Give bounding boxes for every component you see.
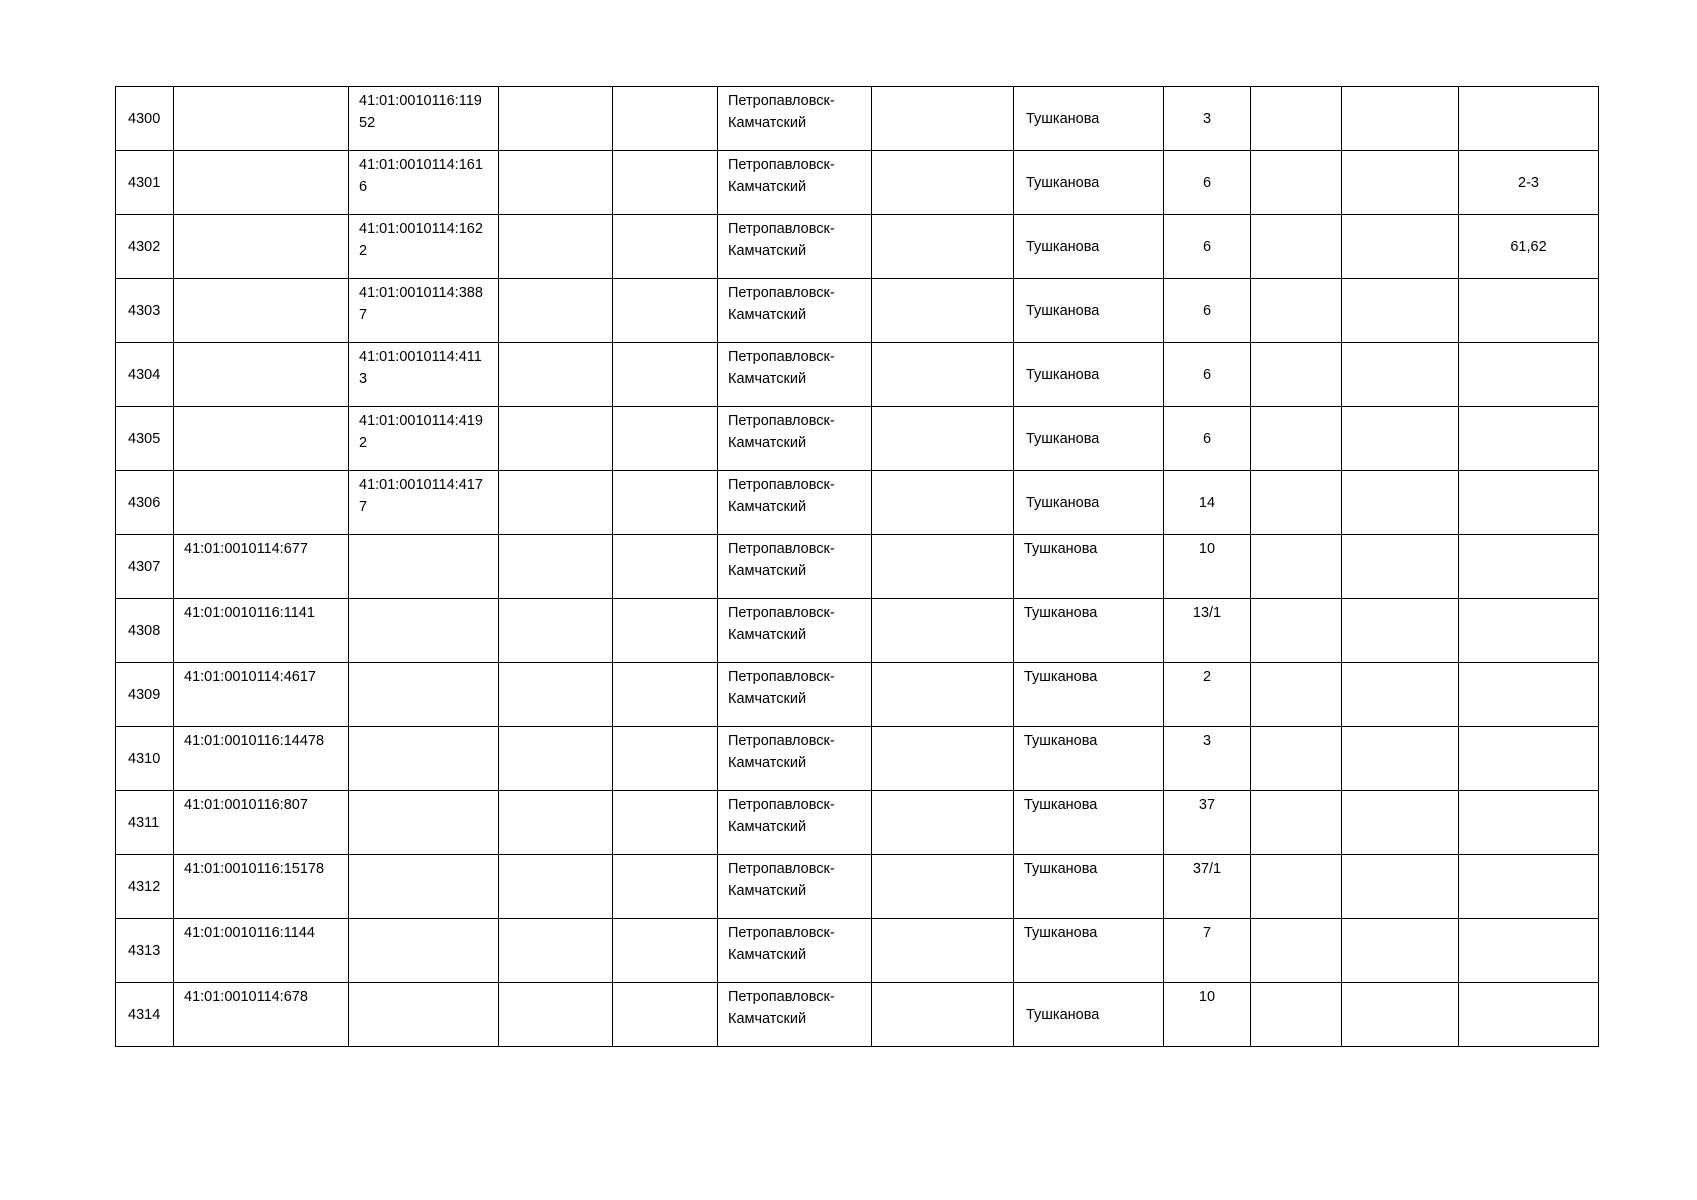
table-row [116, 983, 1599, 1047]
empty-cell [613, 855, 718, 919]
table-row [116, 87, 1599, 151]
city-cell: Петропавловск-Камчатский [718, 215, 872, 279]
empty-cell [1251, 855, 1342, 919]
empty-cell [613, 407, 718, 471]
apartment-cell [1459, 983, 1599, 1047]
empty-cell [1251, 599, 1342, 663]
table-row [116, 663, 1599, 727]
city-cell: Петропавловск-Камчатский [718, 343, 872, 407]
apartment-cell: 61,62 [1459, 215, 1599, 279]
cadastral-number-cell-2 [349, 663, 499, 727]
empty-cell [1251, 343, 1342, 407]
empty-cell [499, 599, 613, 663]
cadastral-number-cell-2 [349, 919, 499, 983]
cadastral-number-cell-2 [349, 727, 499, 791]
empty-cell [872, 87, 1014, 151]
empty-cell [872, 535, 1014, 599]
registry-table [115, 86, 1599, 1047]
row-number-cell: 4313 [116, 919, 174, 983]
empty-cell [1342, 151, 1459, 215]
street-cell: Тушканова [1014, 599, 1164, 663]
house-number-cell: 2 [1164, 663, 1251, 727]
street-cell: Тушканова [1014, 535, 1164, 599]
apartment-cell: 2-3 [1459, 151, 1599, 215]
empty-cell [499, 151, 613, 215]
empty-cell [613, 87, 718, 151]
empty-cell [872, 727, 1014, 791]
cadastral-number-cell-2 [349, 855, 499, 919]
cadastral-number-cell: 41:01:0010116:14478 [174, 727, 349, 791]
row-number-cell: 4303 [116, 279, 174, 343]
house-number-cell: 6 [1164, 407, 1251, 471]
cadastral-number-cell-2: 41:01:0010114:4192 [349, 407, 499, 471]
empty-cell [1342, 791, 1459, 855]
table-row [116, 599, 1599, 663]
city-cell: Петропавловск-Камчатский [718, 535, 872, 599]
cadastral-number-cell-2: 41:01:0010114:3887 [349, 279, 499, 343]
empty-cell [613, 215, 718, 279]
empty-cell [499, 407, 613, 471]
empty-cell [499, 215, 613, 279]
cadastral-number-cell: 41:01:0010116:807 [174, 791, 349, 855]
city-cell: Петропавловск-Камчатский [718, 471, 872, 535]
empty-cell [1251, 215, 1342, 279]
empty-cell [499, 855, 613, 919]
street-cell: Тушканова [1014, 471, 1164, 535]
apartment-cell [1459, 855, 1599, 919]
apartment-cell [1459, 919, 1599, 983]
street-cell: Тушканова [1014, 279, 1164, 343]
table-row [116, 343, 1599, 407]
house-number-cell: 37/1 [1164, 855, 1251, 919]
table-row [116, 215, 1599, 279]
empty-cell [1251, 983, 1342, 1047]
empty-cell [1342, 471, 1459, 535]
empty-cell [1342, 727, 1459, 791]
empty-cell [1251, 407, 1342, 471]
cadastral-number-cell [174, 471, 349, 535]
empty-cell [499, 343, 613, 407]
cadastral-number-cell-2 [349, 535, 499, 599]
row-number-cell: 4307 [116, 535, 174, 599]
cadastral-number-cell-2: 41:01:0010114:4113 [349, 343, 499, 407]
empty-cell [613, 151, 718, 215]
city-cell: Петропавловск-Камчатский [718, 87, 872, 151]
cadastral-number-cell-2: 41:01:0010116:11952 [349, 87, 499, 151]
house-number-cell: 14 [1164, 471, 1251, 535]
empty-cell [613, 471, 718, 535]
empty-cell [613, 663, 718, 727]
row-number-cell: 4312 [116, 855, 174, 919]
empty-cell [872, 983, 1014, 1047]
empty-cell [1342, 279, 1459, 343]
empty-cell [1342, 87, 1459, 151]
apartment-cell [1459, 535, 1599, 599]
row-number-cell: 4304 [116, 343, 174, 407]
empty-cell [499, 535, 613, 599]
empty-cell [1342, 663, 1459, 727]
city-cell: Петропавловск-Камчатский [718, 791, 872, 855]
row-number-cell: 4308 [116, 599, 174, 663]
house-number-cell: 7 [1164, 919, 1251, 983]
empty-cell [613, 599, 718, 663]
street-cell: Тушканова [1014, 343, 1164, 407]
street-cell: Тушканова [1014, 727, 1164, 791]
street-cell: Тушканова [1014, 87, 1164, 151]
house-number-cell: 6 [1164, 151, 1251, 215]
table-row [116, 535, 1599, 599]
city-cell: Петропавловск-Камчатский [718, 599, 872, 663]
empty-cell [1251, 279, 1342, 343]
cadastral-number-cell: 41:01:0010116:1144 [174, 919, 349, 983]
city-cell: Петропавловск-Камчатский [718, 919, 872, 983]
row-number-cell: 4310 [116, 727, 174, 791]
empty-cell [872, 663, 1014, 727]
city-cell: Петропавловск-Камчатский [718, 663, 872, 727]
street-cell: Тушканова [1014, 151, 1164, 215]
apartment-cell [1459, 87, 1599, 151]
table-body [116, 87, 1599, 1047]
cadastral-number-cell: 41:01:0010114:4617 [174, 663, 349, 727]
cadastral-number-cell [174, 151, 349, 215]
table-row [116, 471, 1599, 535]
house-number-cell: 3 [1164, 727, 1251, 791]
empty-cell [1342, 215, 1459, 279]
house-number-cell: 37 [1164, 791, 1251, 855]
cadastral-number-cell [174, 343, 349, 407]
apartment-cell [1459, 727, 1599, 791]
empty-cell [872, 599, 1014, 663]
empty-cell [872, 151, 1014, 215]
empty-cell [1251, 919, 1342, 983]
empty-cell [499, 87, 613, 151]
empty-cell [1342, 919, 1459, 983]
table-row [116, 791, 1599, 855]
empty-cell [499, 791, 613, 855]
city-cell: Петропавловск-Камчатский [718, 407, 872, 471]
apartment-cell [1459, 343, 1599, 407]
empty-cell [1251, 663, 1342, 727]
street-cell: Тушканова [1014, 983, 1164, 1047]
empty-cell [1342, 407, 1459, 471]
empty-cell [499, 471, 613, 535]
empty-cell [613, 279, 718, 343]
city-cell: Петропавловск-Камчатский [718, 279, 872, 343]
house-number-cell: 10 [1164, 983, 1251, 1047]
house-number-cell: 3 [1164, 87, 1251, 151]
row-number-cell: 4302 [116, 215, 174, 279]
apartment-cell [1459, 663, 1599, 727]
row-number-cell: 4311 [116, 791, 174, 855]
cadastral-number-cell [174, 87, 349, 151]
apartment-cell [1459, 791, 1599, 855]
apartment-cell [1459, 599, 1599, 663]
city-cell: Петропавловск-Камчатский [718, 855, 872, 919]
street-cell: Тушканова [1014, 791, 1164, 855]
empty-cell [1342, 535, 1459, 599]
table-row [116, 919, 1599, 983]
empty-cell [499, 279, 613, 343]
house-number-cell: 13/1 [1164, 599, 1251, 663]
cadastral-number-cell: 41:01:0010116:15178 [174, 855, 349, 919]
empty-cell [1251, 471, 1342, 535]
row-number-cell: 4306 [116, 471, 174, 535]
empty-cell [1342, 983, 1459, 1047]
empty-cell [1251, 791, 1342, 855]
empty-cell [872, 279, 1014, 343]
street-cell: Тушканова [1014, 215, 1164, 279]
table-row [116, 279, 1599, 343]
row-number-cell: 4305 [116, 407, 174, 471]
cadastral-number-cell-2 [349, 983, 499, 1047]
empty-cell [872, 855, 1014, 919]
empty-cell [613, 727, 718, 791]
apartment-cell [1459, 407, 1599, 471]
cadastral-number-cell-2 [349, 791, 499, 855]
city-cell: Петропавловск-Камчатский [718, 151, 872, 215]
house-number-cell: 10 [1164, 535, 1251, 599]
cadastral-number-cell-2: 41:01:0010114:1622 [349, 215, 499, 279]
city-cell: Петропавловск-Камчатский [718, 727, 872, 791]
empty-cell [872, 407, 1014, 471]
cadastral-number-cell: 41:01:0010116:1141 [174, 599, 349, 663]
table-row [116, 855, 1599, 919]
city-cell: Петропавловск-Камчатский [718, 983, 872, 1047]
row-number-cell: 4300 [116, 87, 174, 151]
empty-cell [1251, 87, 1342, 151]
street-cell: Тушканова [1014, 663, 1164, 727]
house-number-cell: 6 [1164, 343, 1251, 407]
empty-cell [613, 919, 718, 983]
empty-cell [499, 727, 613, 791]
cadastral-number-cell-2 [349, 599, 499, 663]
row-number-cell: 4301 [116, 151, 174, 215]
cadastral-number-cell: 41:01:0010114:678 [174, 983, 349, 1047]
cadastral-number-cell-2: 41:01:0010114:4177 [349, 471, 499, 535]
empty-cell [613, 983, 718, 1047]
empty-cell [613, 535, 718, 599]
empty-cell [1342, 599, 1459, 663]
empty-cell [613, 343, 718, 407]
apartment-cell [1459, 471, 1599, 535]
street-cell: Тушканова [1014, 919, 1164, 983]
empty-cell [1251, 151, 1342, 215]
cadastral-number-cell-2: 41:01:0010114:1616 [349, 151, 499, 215]
empty-cell [1342, 343, 1459, 407]
empty-cell [872, 791, 1014, 855]
cadastral-number-cell [174, 279, 349, 343]
empty-cell [872, 919, 1014, 983]
house-number-cell: 6 [1164, 215, 1251, 279]
table-row [116, 407, 1599, 471]
table-row [116, 727, 1599, 791]
cadastral-number-cell [174, 215, 349, 279]
cadastral-number-cell: 41:01:0010114:677 [174, 535, 349, 599]
empty-cell [872, 471, 1014, 535]
house-number-cell: 6 [1164, 279, 1251, 343]
empty-cell [499, 919, 613, 983]
row-number-cell: 4309 [116, 663, 174, 727]
empty-cell [1251, 727, 1342, 791]
street-cell: Тушканова [1014, 407, 1164, 471]
empty-cell [613, 791, 718, 855]
empty-cell [499, 663, 613, 727]
street-cell: Тушканова [1014, 855, 1164, 919]
row-number-cell: 4314 [116, 983, 174, 1047]
cadastral-number-cell [174, 407, 349, 471]
empty-cell [1342, 855, 1459, 919]
empty-cell [1251, 535, 1342, 599]
empty-cell [499, 983, 613, 1047]
empty-cell [872, 343, 1014, 407]
table-row [116, 151, 1599, 215]
apartment-cell [1459, 279, 1599, 343]
empty-cell [872, 215, 1014, 279]
